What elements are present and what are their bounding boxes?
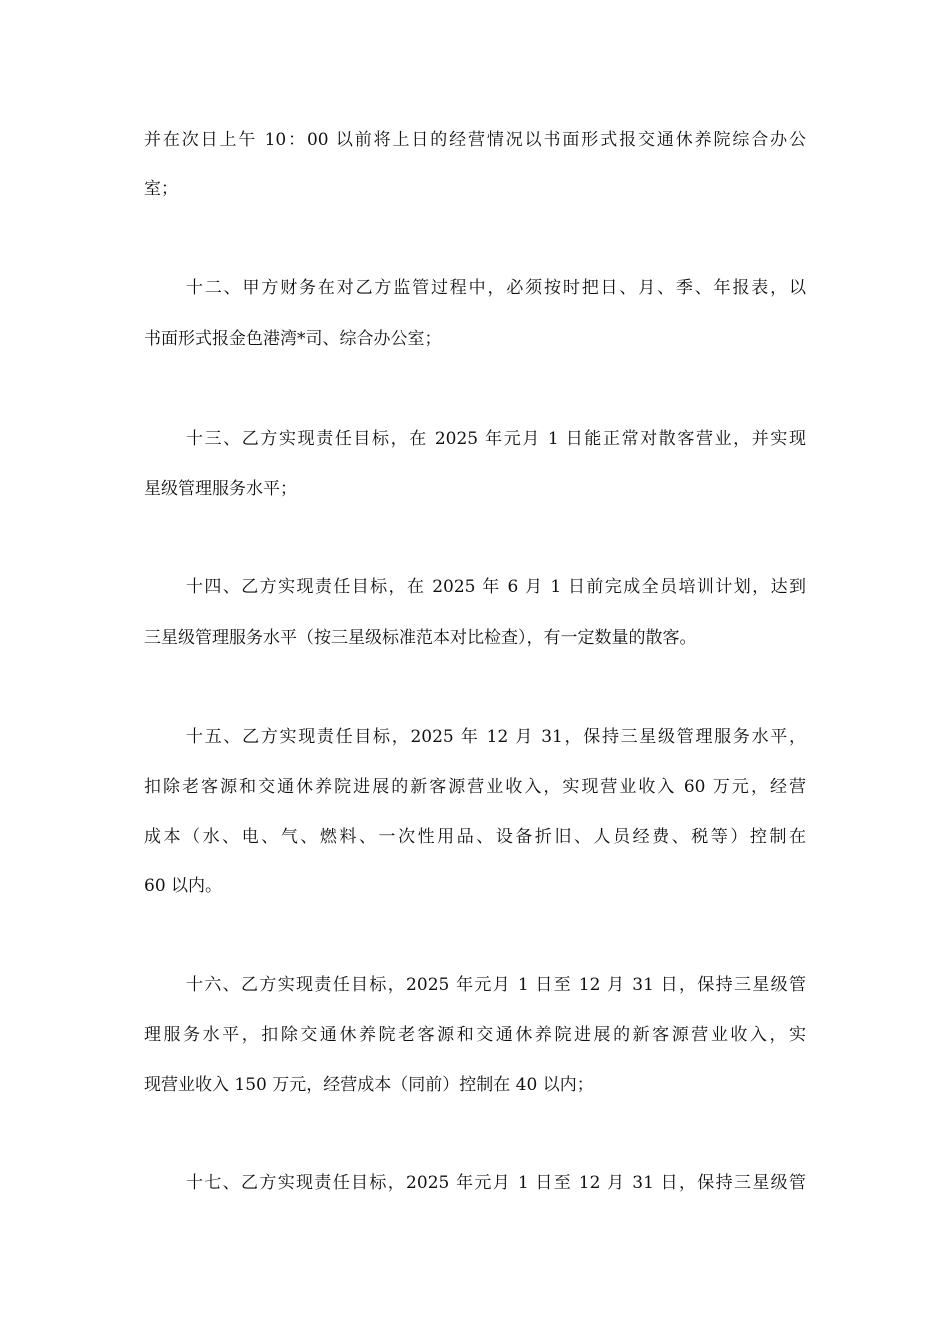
text-line: 理服务水平，扣除交通休养院老客源和交通休养院进展的新客源营业收入，实 <box>144 1025 806 1045</box>
text-line: 成本（水、电、气、燃料、一次性用品、设备折旧、人员经费、税等）控制在 <box>144 827 806 847</box>
text-line: 书面形式报金色港湾*司、综合办公室； <box>144 329 442 349</box>
text-line: 60 以内。 <box>144 876 223 896</box>
text-line: 星级管理服务水平； <box>144 479 297 499</box>
paragraph-first-line: 十四、乙方实现责任目标，在 2025 年 6 月 1 日前完成全员培训计划，达到 <box>186 577 806 597</box>
paragraph-first-line: 十五、乙方实现责任目标，2025 年 12 月 31，保持三星级管理服务水平， <box>186 727 806 747</box>
text-line: 三星级管理服务水平（按三星级标准范本对比检查），有一定数量的散客。 <box>144 628 697 648</box>
text-line: 扣除老客源和交通休养院进展的新客源营业收入，实现营业收入 60 万元，经营 <box>144 777 806 797</box>
paragraph-first-line: 十二、甲方财务在对乙方监管过程中，必须按时把日、月、季、年报表，以 <box>186 278 806 298</box>
text-line: 现营业收入 150 万元，经营成本（同前）控制在 40 以内； <box>144 1075 594 1095</box>
paragraph-first-line: 十六、乙方实现责任目标，2025 年元月 1 日至 12 月 31 日，保持三星级管 <box>186 975 806 995</box>
paragraph-first-line: 十三、乙方实现责任目标，在 2025 年元月 1 日能正常对散客营业，并实现 <box>186 429 806 449</box>
text-line: 室； <box>144 179 178 199</box>
paragraph-first-line: 十七、乙方实现责任目标，2025 年元月 1 日至 12 月 31 日，保持三星级管 <box>186 1173 806 1193</box>
text-line: 并在次日上午 10：00 以前将上日的经营情况以书面形式报交通休养院综合办公 <box>144 130 806 150</box>
